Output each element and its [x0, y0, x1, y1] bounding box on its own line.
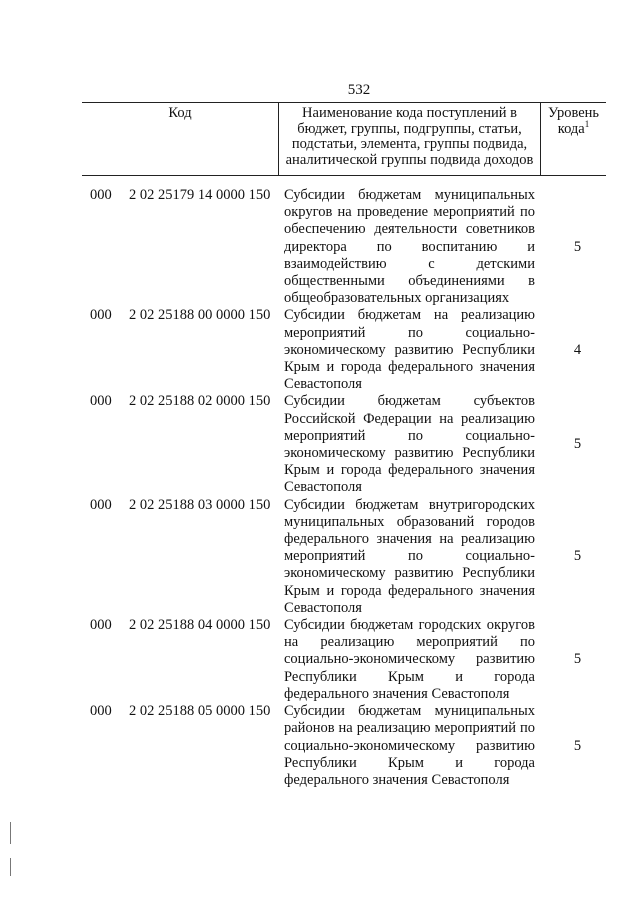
row-code: 2 02 25188 00 0000 150 — [129, 307, 271, 324]
row-prefix: 000 — [90, 496, 112, 513]
table-row — [82, 187, 606, 307]
scan-edge-mark — [10, 858, 11, 876]
row-level: 5 — [573, 238, 582, 255]
header-code-label: Код — [168, 105, 192, 121]
row-prefix: 000 — [90, 393, 112, 410]
row-code: 2 02 25179 14 0000 150 — [129, 187, 271, 203]
table-row — [82, 497, 606, 617]
page-number: 532 — [347, 82, 371, 98]
table-body — [82, 187, 606, 789]
row-level: 5 — [573, 548, 582, 565]
row-code: 2 02 25188 02 0000 150 — [129, 393, 271, 410]
row-name: Субсидии бюджетам городских округов на реализацию мероприятий по социально-экономическому развитию Республики Крым и города федерального значения Севастополя — [284, 617, 535, 702]
table-row — [82, 703, 606, 789]
scan-edge-mark — [10, 822, 11, 844]
header-level-footnote: 1 — [584, 118, 590, 129]
table-row — [82, 307, 606, 393]
row-name: Субсидии бюджетам на реализацию мероприятий по социально-экономическому развитию Республики Крым и города федерального значения Севастополя — [284, 307, 535, 393]
header-level — [541, 103, 606, 175]
header-level-label: Уровень кода — [547, 105, 600, 137]
row-level: 5 — [573, 737, 582, 754]
table-header — [82, 102, 606, 176]
header-code — [82, 103, 279, 175]
row-name: Субсидии бюджетам муниципальных округов на проведение мероприятий по обеспечению деятельности советников директора по воспитанию и взаимодействию с детскими общественными объединениями в общеобразовательных организациях — [284, 187, 535, 307]
row-prefix: 000 — [90, 307, 112, 324]
row-level: 5 — [573, 651, 582, 668]
table-row — [82, 617, 606, 703]
row-code: 2 02 25188 05 0000 150 — [129, 703, 271, 720]
row-name: Субсидии бюджетам внутригородских муниципальных образований городов федерального значения на реализацию мероприятий по социально-экономическому развитию Республики Крым и города федерального значения Севастополя — [284, 496, 535, 616]
row-level: 5 — [573, 436, 582, 453]
header-name-label: Наименование кода поступлений в бюджет, группы, подгруппы, статьи, подстатьи, элемента, группы подвида, аналитической группы подвида доходов — [285, 105, 534, 168]
row-prefix: 000 — [90, 187, 112, 203]
header-name — [279, 103, 541, 175]
row-prefix: 000 — [90, 703, 112, 720]
row-prefix: 000 — [90, 617, 112, 634]
row-code: 2 02 25188 04 0000 150 — [129, 617, 271, 634]
row-name: Субсидии бюджетам муниципальных районов на реализацию мероприятий по социально-экономическому развитию Республики Крым и города федерального значения Севастополя — [284, 703, 535, 788]
row-code: 2 02 25188 03 0000 150 — [129, 496, 271, 513]
table-row — [82, 393, 606, 496]
row-level: 4 — [573, 341, 582, 358]
row-name: Субсидии бюджетам субъектов Российской Федерации на реализацию мероприятий по социально-экономическому развитию Республики Крым и города федерального значения Севастополя — [284, 393, 535, 496]
